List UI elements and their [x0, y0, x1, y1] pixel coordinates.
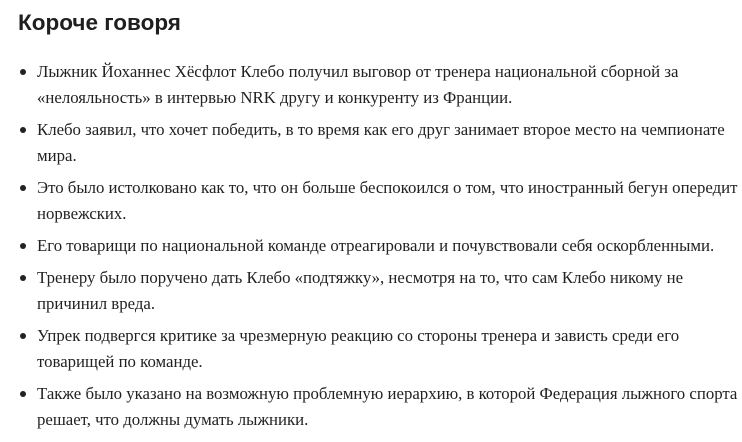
bullet-dot-icon	[20, 69, 26, 75]
bullet-dot-icon	[20, 333, 26, 339]
bullet-dot-icon	[20, 127, 26, 133]
list-item-text: Также было указано на возможную проблемную иерархию, в которой Федерация лыжного спорта решает, что должны думать лыжники.	[37, 384, 738, 429]
list-item	[18, 323, 742, 375]
list-item	[18, 233, 742, 259]
list-item	[18, 59, 742, 111]
list-item-text: Клебо заявил, что хочет победить, в то время как его друг занимает второе место на чемпионате мира.	[37, 120, 725, 165]
list-item-text: Тренеру было поручено дать Клебо «подтяжку», несмотря на то, что сам Клебо никому не причинил вреда.	[37, 268, 684, 313]
summary-list	[18, 59, 742, 439]
bullet-dot-icon	[20, 185, 26, 191]
list-item-text: Его товарищи по национальной команде отреагировали и почувствовали себя оскорбленными.	[37, 236, 715, 255]
list-item-text: Это было истолковано как то, что он больше беспокоился о том, что иностранный бегун опередит норвежских.	[37, 178, 738, 223]
bullet-dot-icon	[20, 391, 26, 397]
list-item	[18, 175, 742, 227]
bullet-dot-icon	[20, 243, 26, 249]
list-item-text: Лыжник Йоханнес Хёсфлот Клебо получил выговор от тренера национальной сборной за «нелояльность» в интервью NRK другу и конкуренту из Франции.	[37, 62, 679, 107]
summary-title: Короче говоря	[18, 10, 181, 35]
bullet-dot-icon	[20, 275, 26, 281]
list-item	[18, 381, 742, 433]
list-item	[18, 117, 742, 169]
list-item-text: Упрек подвергся критике за чрезмерную реакцию со стороны тренера и зависть среди его товарищей по команде.	[37, 326, 680, 371]
list-item	[18, 265, 742, 317]
